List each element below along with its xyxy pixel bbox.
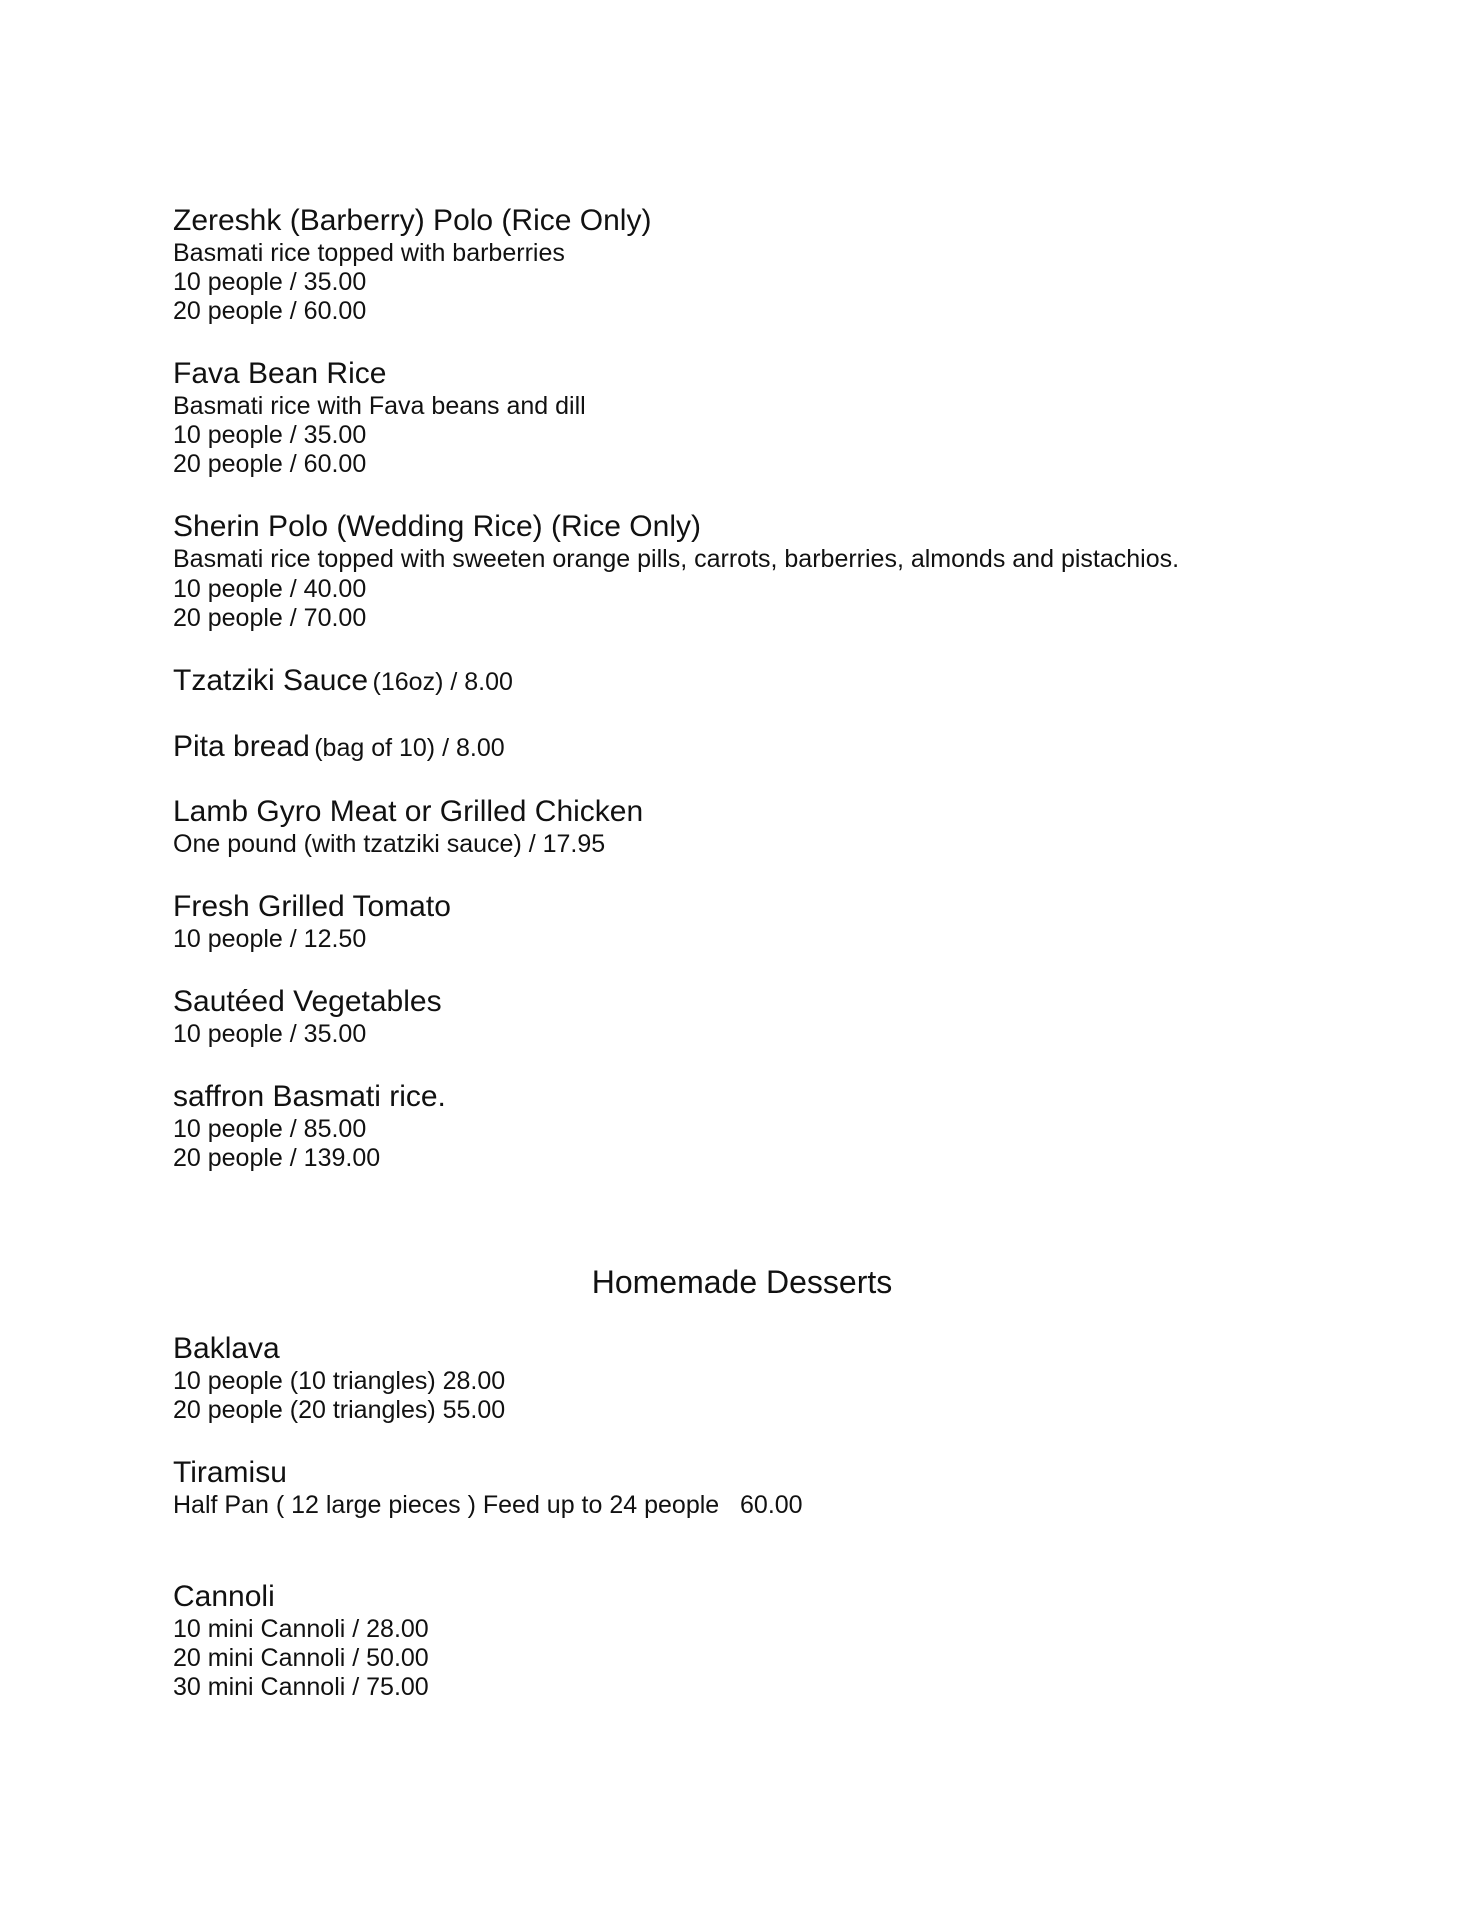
item-price-fava-10: 10 people / 35.00 (173, 421, 367, 449)
dessert-price-cannoli-20: 20 mini Cannoli / 50.00 (173, 1644, 429, 1672)
item-title-pita-bread: Pita bread (173, 730, 310, 763)
item-title-sherin-polo: Sherin Polo (Wedding Rice) (Rice Only) (173, 510, 701, 543)
item-title-sauteed-vegetables: Sautéed Vegetables (173, 985, 442, 1018)
item-title-grilled-tomato: Fresh Grilled Tomato (173, 890, 451, 923)
dessert-title-baklava: Baklava (173, 1332, 280, 1365)
item-title-lamb-gyro: Lamb Gyro Meat or Grilled Chicken (173, 795, 644, 828)
item-price-grilled-tomato: 10 people / 12.50 (173, 925, 367, 953)
item-detail-pita-bread: (bag of 10) / 8.00 (314, 734, 505, 762)
item-title-saffron-rice: saffron Basmati rice. (173, 1080, 446, 1113)
item-price-zereshk-10: 10 people / 35.00 (173, 268, 367, 296)
item-price-saffron-10: 10 people / 85.00 (173, 1115, 367, 1143)
item-price-zereshk-20: 20 people / 60.00 (173, 297, 367, 325)
item-price-saffron-20: 20 people / 139.00 (173, 1144, 381, 1172)
item-description-fava-bean-rice: Basmati rice with Fava beans and dill (173, 392, 586, 420)
item-price-fava-20: 20 people / 60.00 (173, 450, 367, 478)
item-pita-bread (173, 732, 505, 762)
item-tzatziki-sauce (173, 666, 513, 696)
dessert-price-baklava-20: 20 people (20 triangles) 55.00 (173, 1396, 506, 1424)
dessert-price-baklava-10: 10 people (10 triangles) 28.00 (173, 1367, 506, 1395)
item-price-sherin-20: 20 people / 70.00 (173, 604, 367, 632)
dessert-price-cannoli-30: 30 mini Cannoli / 75.00 (173, 1673, 429, 1701)
dessert-title-cannoli: Cannoli (173, 1580, 275, 1613)
desserts-heading: Homemade Desserts (591, 1264, 893, 1300)
dessert-price-cannoli-10: 10 mini Cannoli / 28.00 (173, 1615, 429, 1643)
item-description-lamb-gyro: One pound (with tzatziki sauce) / 17.95 (173, 830, 606, 858)
item-title-zereshk: Zereshk (Barberry) Polo (Rice Only) (173, 204, 652, 237)
item-title-fava-bean-rice: Fava Bean Rice (173, 357, 387, 390)
item-detail-tzatziki: (16oz) / 8.00 (372, 668, 513, 696)
dessert-description-tiramisu: Half Pan ( 12 large pieces ) Feed up to 24 people 60.00 (173, 1491, 803, 1519)
item-title-tzatziki: Tzatziki Sauce (173, 664, 369, 697)
item-description-zereshk: Basmati rice topped with barberries (173, 239, 565, 267)
item-price-sherin-10: 10 people / 40.00 (173, 575, 367, 603)
item-price-sauteed-vegetables: 10 people / 35.00 (173, 1020, 367, 1048)
item-description-sherin-polo: Basmati rice topped with sweeten orange pills, carrots, barberries, almonds and pistachios. (173, 545, 1180, 573)
dessert-title-tiramisu: Tiramisu (173, 1456, 287, 1489)
